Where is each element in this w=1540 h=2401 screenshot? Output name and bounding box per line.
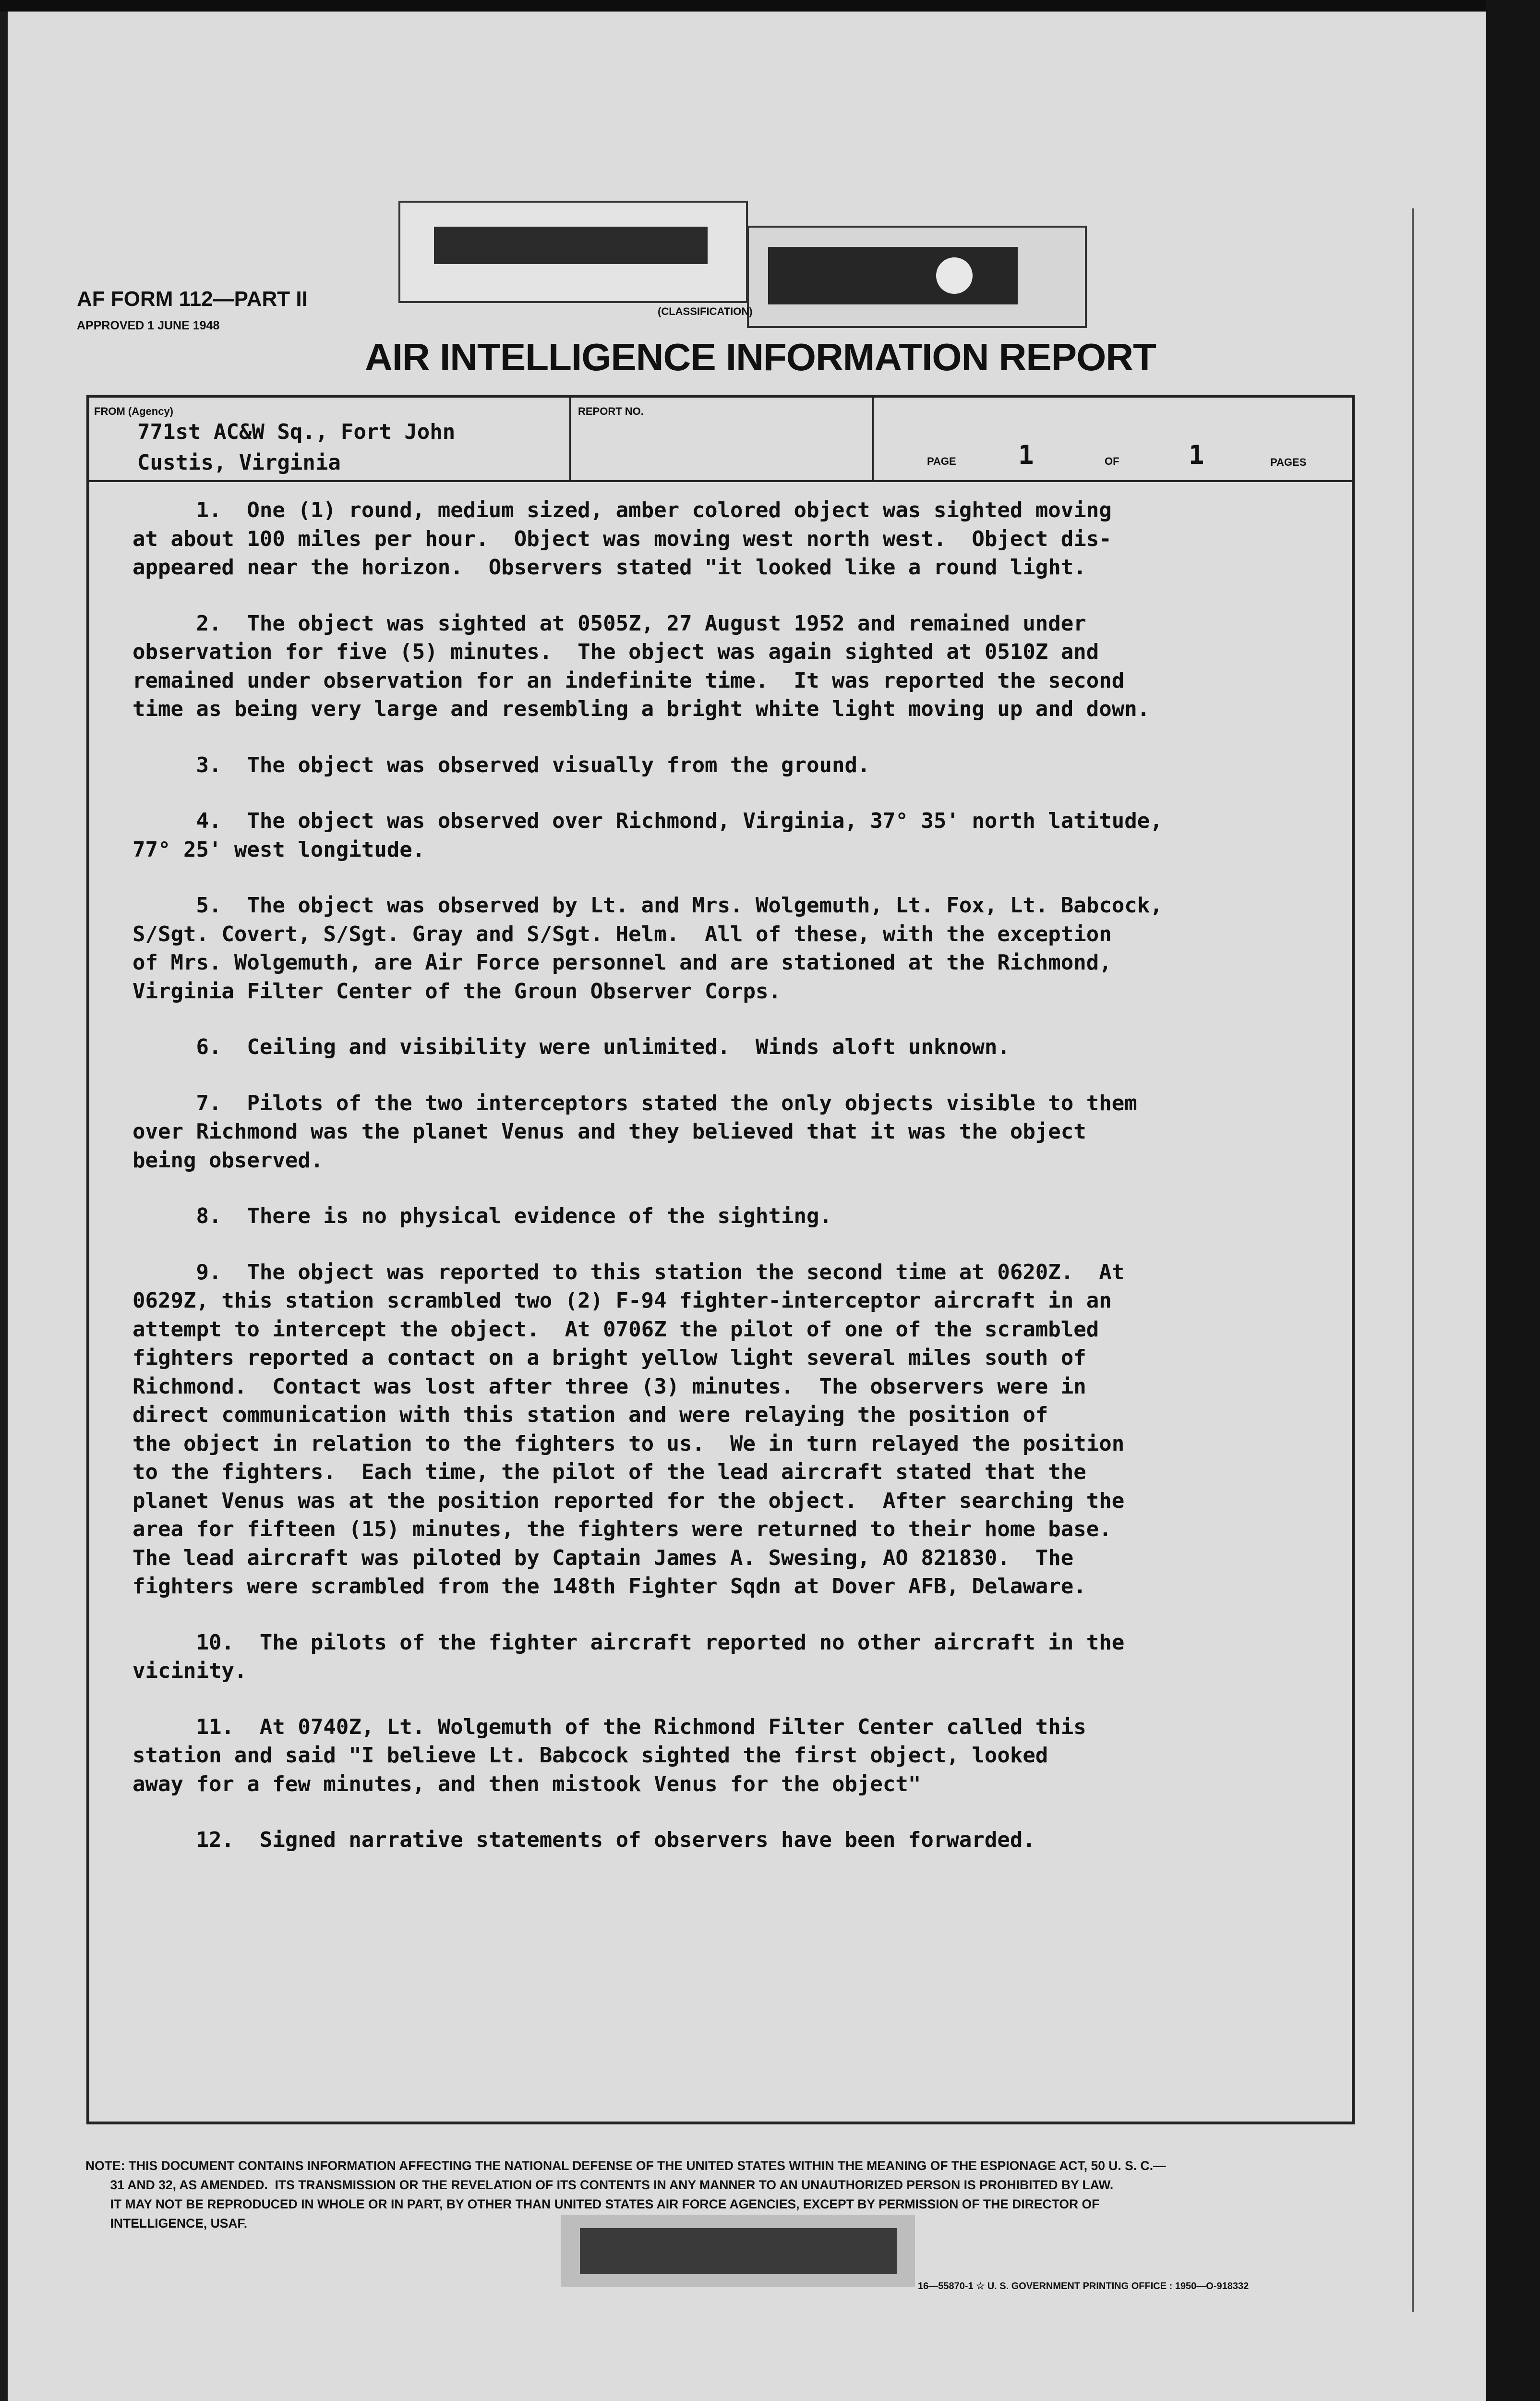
paragraph-9: 9. The object was reported to this station the second time at 0620Z. At 0629Z, this station scrambled two (2) F-94 fighter-interceptor aircraft in an attempt to intercept the object. At 0706Z the pilot of one of the scrambled fighters reported a contact on a bright yellow light several miles south of Richmond. Contact was lost after three (3) minutes. The observers were in direct communication with this station and were relaying the position of the object in relation to the fighters to us. We in turn relayed the position to the fighters. Each time, the pilot of the lead aircraft stated that the planet Venus was at the position reported for the object. After searching the area for fifteen (15) minutes, the fighters were returned to their home base. The lead aircraft was piloted by Captain James A. Swesing, AO 821830. The fighters were scrambled from the 148th Fighter Sqdn at Dover AFB, Delaware. [132,1260,1125,1599]
paragraph-3: 3. The object was observed visually from the ground. [132,752,870,777]
classification-redaction-left [434,227,708,264]
form-number: AF FORM 112—PART II [77,287,308,311]
header-divider-2 [872,398,874,480]
report-no-label: REPORT NO. [578,405,644,417]
of-label: OF [1105,455,1119,467]
report-title: AIR INTELLIGENCE INFORMATION REPORT [365,336,1156,378]
espionage-act-notice: NOTE: THIS DOCUMENT CONTAINS INFORMATION AFFECTING THE NATIONAL DEFENSE OF THE UNITED STATES WITHIN THE MEANING OF THE ESPIONAGE ACT, 50 U. S. C.— 31 AND 32, AS AMENDED. ITS TRANSMISSION OR THE REVELATION OF ITS CONTENTS IN ANY MANNER TO AN UNAUTHORIZED PERSON IS PROHIBITED BY LAW. IT MAY NOT BE REPRODUCED IN WHOLE OR IN PART, BY OTHER THAN UNITED STATES AIR FORCE AGENCIES, EXCEPT BY PERMISSION OF THE DIRECTOR OF INTELLIGENCE, USAF. [85,2158,1166,2231]
paragraph-2: 2. The object was sighted at 0505Z, 27 August 1952 and remained under observation for five (5) minutes. The object was again sighted at 0510Z and remained under observation for an indefinite time. It was reported the second time as being very large and resembling a bright white light moving up and down. [132,611,1150,721]
page-number: 1 [1018,440,1034,470]
paragraph-10: 10. The pilots of the fighter aircraft reported no other aircraft in the vicinity. [132,1630,1125,1683]
bottom-classification-box [561,2215,915,2287]
paragraph-7: 7. Pilots of the two interceptors stated the only objects visible to them over Richmond was the planet Venus and they believed that it was the object being observed. [132,1091,1137,1173]
page-label: PAGE [927,455,956,467]
report-form-box [86,395,1355,2124]
form-approval-date: APPROVED 1 JUNE 1948 [77,319,220,332]
paragraph-11: 11. At 0740Z, Lt. Wolgemuth of the Richmond Filter Center called this station and said "I believe Lt. Babcock sighted the first object, looked away for a few minutes, and then mistook Venus for the object" [132,1714,1086,1796]
punch-hole [936,257,973,294]
paragraph-4: 4. The object was observed over Richmond, Virginia, 37° 35' north latitude, 77° 25' west longitude. [132,809,1163,862]
from-agency-label: FROM (Agency) [94,405,173,417]
agency-line-2: Custis, Virginia [137,450,341,475]
paragraph-6: 6. Ceiling and visibility were unlimited. Winds aloft unknown. [132,1035,1010,1059]
scan-border-right [1486,0,1540,2401]
paragraph-1: 1. One (1) round, medium sized, amber colored object was sighted moving at about 100 miles per hour. Object was moving west north west. Object dis- appeared near the horizon. Observers stated "it looked like a round light. [132,498,1112,580]
page-margin-line [1412,208,1414,2312]
agency-name [137,417,455,478]
pages-label: PAGES [1270,456,1307,468]
header-bottom-rule [89,480,1352,482]
scan-border-top [0,0,1540,12]
classification-label: (CLASSIFICATION) [658,305,753,317]
total-pages: 1 [1189,440,1204,470]
printing-office-line: 16—55870-1 ☆ U. S. GOVERNMENT PRINTING OFFICE : 1950—O-918332 [918,2281,1249,2292]
report-body [132,496,1333,1882]
classification-box-right [747,226,1087,328]
classification-box-left [398,201,748,303]
header-divider-1 [569,398,571,480]
paragraph-12: 12. Signed narrative statements of observers have been forwarded. [132,1828,1035,1852]
classification-redaction-right [768,247,1018,304]
bottom-classification-redaction [580,2228,897,2274]
paragraph-8: 8. There is no physical evidence of the sighting. [132,1204,832,1228]
agency-line-1: 771st AC&W Sq., Fort John [137,420,456,444]
paragraph-5: 5. The object was observed by Lt. and Mrs. Wolgemuth, Lt. Fox, Lt. Babcock, S/Sgt. Covert, S/Sgt. Gray and S/Sgt. Helm. All of these, with the exception of Mrs. Wolgemuth, are Air Force personnel and are stationed at the Richmond, Virginia Filter Center of the Groun Observer Corps. [132,893,1163,1004]
